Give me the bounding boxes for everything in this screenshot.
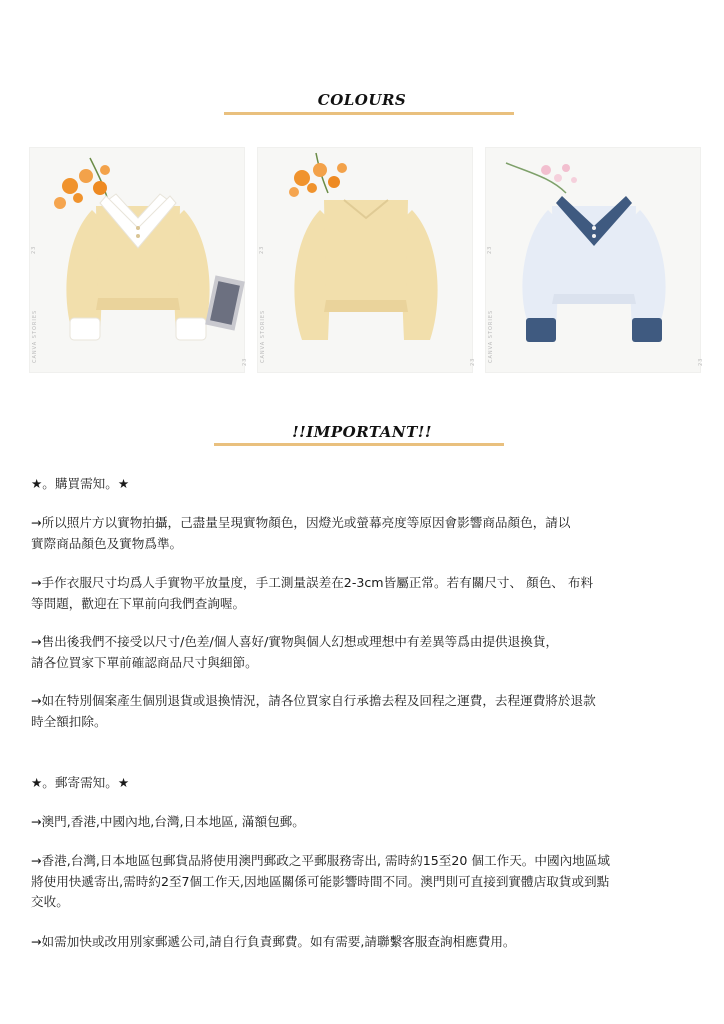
photo-number-right: 23 bbox=[470, 357, 476, 366]
note-line: →所以照片方以實物拍攝，己盡量呈現實物顏色，因燈光或螢幕亮度等原因會影響商品顏色，請以 bbox=[31, 515, 571, 530]
note-line: →售出後我們不接受以尺寸/色差/個人喜好/實物與個人幻想或理想中有差異等爲由提供退換貨， bbox=[31, 634, 559, 649]
purchase-note-3 bbox=[31, 632, 671, 673]
note-line: →澳門,香港,中國內地,台灣,日本地區, 滿額包郵。 bbox=[31, 814, 305, 829]
shipping-note-1 bbox=[31, 812, 671, 833]
note-line: →手作衣服尺寸均爲人手實物平放量度，手工測量誤差在2-3cm皆屬正常。若有關尺寸、 顏色、 布料 bbox=[31, 575, 594, 590]
photo-watermark: CANVA STORIES bbox=[488, 309, 494, 363]
note-line: 實際商品顏色及實物爲準。 bbox=[31, 535, 183, 551]
important-heading: !!IMPORTANT!! bbox=[292, 423, 432, 441]
purchase-note-2 bbox=[31, 573, 671, 614]
important-divider bbox=[214, 443, 504, 446]
note-line: →如在特別個案產生個別退貨或退換情況，請各位買家自行承擔去程及回程之運費，去程運費將於退款 bbox=[31, 693, 596, 708]
photo-watermark: CANVA STORIES bbox=[260, 309, 266, 363]
note-line: 請各位買家下單前確認商品尺寸與細節。 bbox=[31, 654, 258, 670]
blue-sweater-navy-collar-image bbox=[486, 148, 702, 374]
colours-divider bbox=[224, 112, 514, 115]
photo-number-left: 23 bbox=[31, 245, 37, 254]
note-line: 將使用快遞寄出,需時約2至7個工作天,因地區關係可能影響時間不同。澳門則可直接到實體店取貨或到點 bbox=[31, 873, 610, 889]
cream-sweater-white-collar-image bbox=[30, 148, 246, 374]
note-line: 時全額扣除。 bbox=[31, 713, 107, 729]
photo-number-left: 23 bbox=[487, 245, 493, 254]
photo-number-left: 23 bbox=[259, 245, 265, 254]
note-line: →如需加快或改用別家郵遞公司,請自行負責郵費。如有需要,請聯繫客服查詢相應費用。 bbox=[31, 934, 516, 949]
note-line: 等問題，歡迎在下單前向我們查詢喔。 bbox=[31, 595, 246, 611]
product-photo-blue-navy-collar bbox=[485, 147, 704, 373]
purchase-note-1 bbox=[31, 513, 671, 554]
note-line: →香港,台灣,日本地區包郵貨品將使用澳門郵政之平郵服務寄出, 需時約15至20 個工作天。中國內地區域 bbox=[31, 853, 610, 868]
photo-number-right: 23 bbox=[698, 357, 704, 366]
colours-heading: COLOURS bbox=[317, 91, 407, 109]
photo-watermark: CANVA STORIES bbox=[32, 309, 38, 363]
purchase-title: ★。購買需知。★ bbox=[31, 476, 130, 491]
product-photo-cream-white-collar bbox=[29, 147, 248, 373]
shipping-title: ★。郵寄需知。★ bbox=[31, 775, 130, 790]
shipping-note-3 bbox=[31, 932, 671, 953]
cream-sweater-plain-image bbox=[258, 148, 474, 374]
shipping-note-2 bbox=[31, 851, 671, 913]
photo-number-right: 23 bbox=[242, 357, 248, 366]
note-line: 交收。 bbox=[31, 894, 69, 909]
product-photo-cream-plain bbox=[257, 147, 476, 373]
purchase-note-4 bbox=[31, 691, 671, 732]
